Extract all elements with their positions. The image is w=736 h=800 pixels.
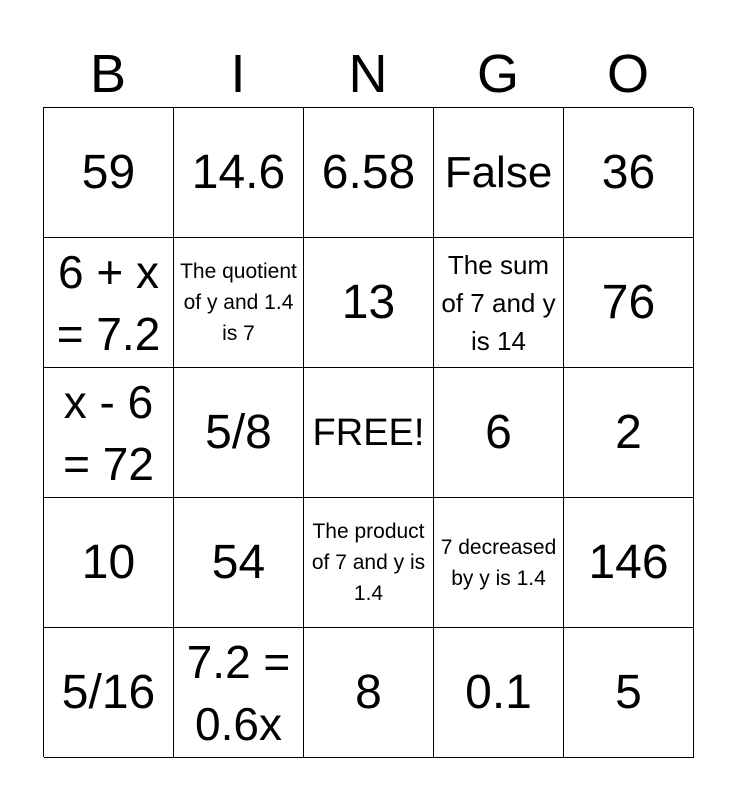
cell-text: The quotient of y and 1.4 is 7 <box>180 260 297 345</box>
cell-text: False <box>444 147 553 197</box>
header-letter-i: I <box>230 44 246 104</box>
bingo-cell <box>44 368 174 498</box>
bingo-cell <box>564 498 694 628</box>
cell-text: 6.58 <box>321 145 416 199</box>
bingo-cell <box>434 108 564 238</box>
bingo-cell <box>434 628 564 758</box>
header-letter-b: B <box>89 44 127 104</box>
cell-text: 7.2 = 0.6x <box>186 635 291 750</box>
cell-text: 0.1 <box>465 665 532 719</box>
header-letter-n: N <box>348 44 388 104</box>
bingo-cell <box>174 238 304 368</box>
cell-text: 54 <box>211 535 266 589</box>
bingo-cell <box>304 238 434 368</box>
bingo-cell <box>564 628 694 758</box>
bingo-cell <box>174 498 304 628</box>
bingo-cell <box>434 238 564 368</box>
bingo-cell <box>304 498 434 628</box>
header-letter-g: G <box>476 44 519 104</box>
cell-text: 10 <box>81 535 136 589</box>
bingo-cell <box>304 108 434 238</box>
bingo-header <box>43 42 693 106</box>
cell-text: 13 <box>341 275 396 329</box>
bingo-cell <box>174 368 304 498</box>
cell-text: 36 <box>601 145 656 199</box>
bingo-cell-free <box>304 368 434 498</box>
bingo-cell <box>44 498 174 628</box>
bingo-cell <box>564 368 694 498</box>
cell-text: 76 <box>601 275 656 329</box>
cell-text: 2 <box>615 405 642 459</box>
cell-text: 6 <box>485 405 512 459</box>
cell-text: 59 <box>81 145 136 199</box>
cell-text: x - 6 = 72 <box>63 375 154 490</box>
cell-text: 5 <box>615 665 642 719</box>
bingo-cell <box>44 238 174 368</box>
free-space-text: FREE! <box>312 411 425 454</box>
cell-text: The sum of 7 and y is 14 <box>441 249 556 356</box>
bingo-card-grid <box>43 107 693 757</box>
bingo-cell <box>304 628 434 758</box>
bingo-cell <box>434 498 564 628</box>
cell-text: 5/16 <box>61 665 156 719</box>
cell-text: 14.6 <box>191 145 286 199</box>
bingo-cell <box>174 628 304 758</box>
bingo-cell <box>564 108 694 238</box>
bingo-cell <box>44 628 174 758</box>
cell-text: 6 + x = 7.2 <box>56 245 161 360</box>
bingo-cell <box>174 108 304 238</box>
cell-text: 146 <box>588 535 669 589</box>
cell-text: The product of 7 and y is 1.4 <box>311 520 426 605</box>
bingo-cell <box>564 238 694 368</box>
bingo-cell <box>434 368 564 498</box>
cell-text: 7 decreased by y is 1.4 <box>440 535 557 590</box>
bingo-cell <box>44 108 174 238</box>
header-letter-o: O <box>606 44 649 104</box>
cell-text: 5/8 <box>205 405 272 459</box>
cell-text: 8 <box>355 665 382 719</box>
